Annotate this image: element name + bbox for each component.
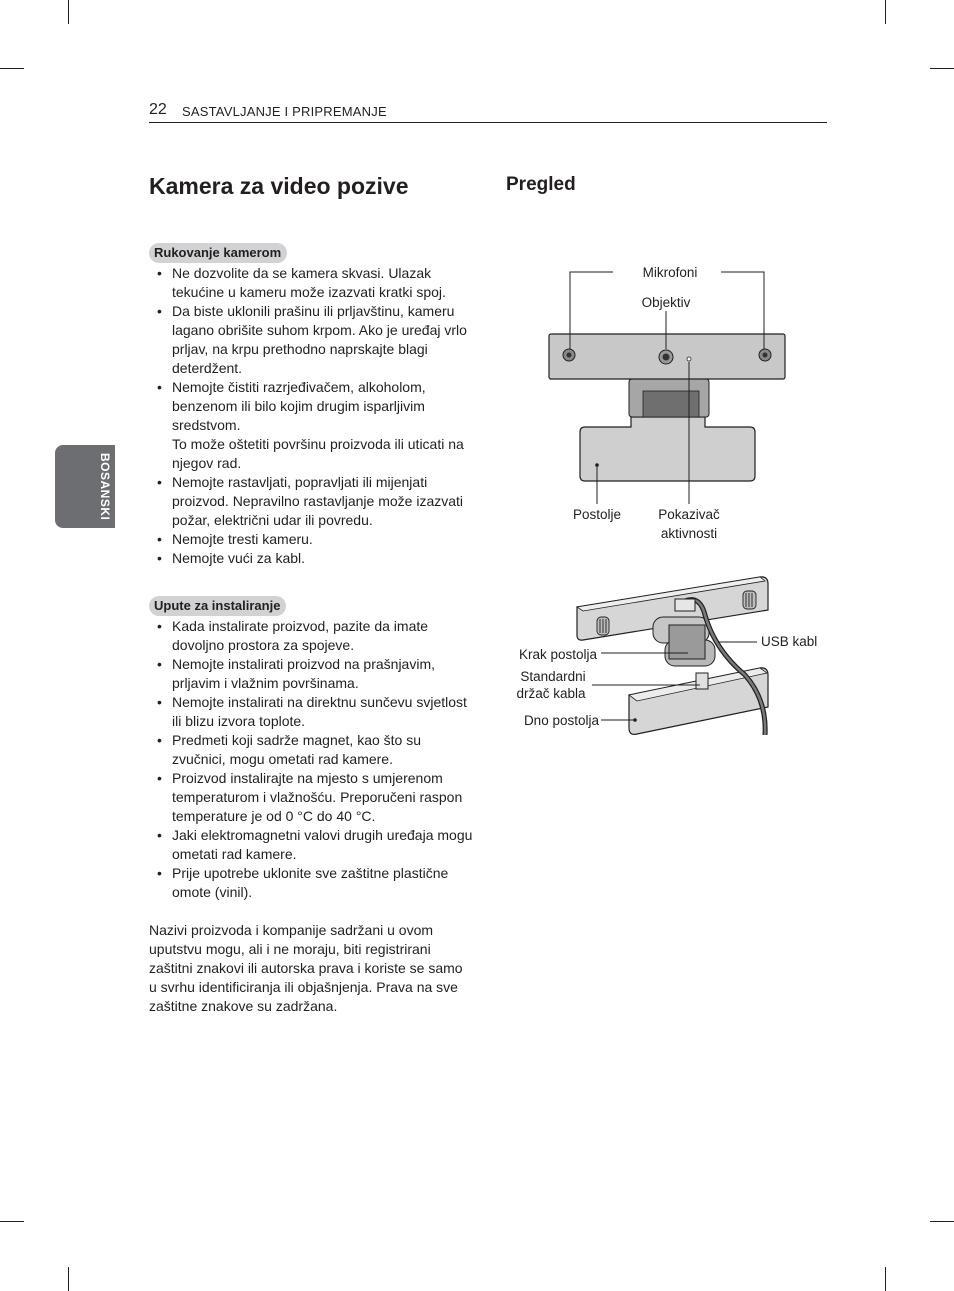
lens-center — [663, 354, 670, 361]
usb-plug — [675, 599, 695, 611]
trademark-disclaimer: Nazivi proizvoda i kompanije sadržani u ovom uputstvu mogu, ali i ne moraju, biti registrirani zaštitni znakovi ili autorska prava i koriste se samo u svrhu identificiranja ili objašnjenja. Prava na sve zaštitne znakove su zadržana. — [149, 922, 463, 1014]
cable-holder — [696, 673, 708, 689]
page-title: Kamera za video pozive — [149, 173, 409, 199]
list-item — [156, 530, 474, 549]
list-item-text: Nemojte čistiti razrjeđivačem, alkoholom, benzenom ili bilo kojim drugim isparljivim sredstvom. — [172, 379, 426, 433]
list-item — [156, 693, 474, 731]
label-holder-line2: držač kabla — [516, 686, 586, 701]
list-item-text: Nemojte tresti kameru. — [172, 531, 313, 547]
list-item — [156, 731, 474, 769]
list-item-note: To može oštetiti površinu proizvoda ili uticati na njegov rad. — [172, 436, 464, 471]
label-stand: Postolje — [572, 507, 622, 522]
label-holder-line1: Standardni — [520, 669, 586, 684]
camera-diagram — [505, 255, 835, 735]
list-item-text: Jaki elektromagnetni valovi drugih uređaja mogu ometati rad kamere. — [172, 827, 473, 862]
camera-rear-view — [516, 577, 817, 735]
list-item — [156, 826, 474, 864]
list-item-text: Nemojte vući za kabl. — [172, 550, 306, 566]
label-microphones: Mikrofoni — [642, 265, 698, 280]
list-item-text: Nemojte instalirati na direktnu sunčevu svjetlost ili blizu izvora toplote. — [172, 694, 467, 729]
list-item-text: Nemojte rastavljati, popravljati ili mijenjati proizvod. Nepravilno rastavljanje može izazvati požar, električni udar ili povredu. — [172, 474, 464, 528]
camera-front-view — [549, 265, 785, 541]
label-stand-base: Dno postolja — [523, 713, 599, 728]
crop-mark — [885, 1267, 886, 1291]
stand-leader-dot — [595, 463, 599, 467]
microphone-left-hole — [567, 353, 572, 358]
install-heading: Upute za instaliranje — [149, 596, 286, 616]
list-item — [156, 473, 474, 530]
language-tab-label: BOSANSKI — [98, 453, 112, 521]
label-indicator-line1: Pokazivač — [658, 507, 720, 522]
list-item — [156, 769, 474, 826]
label-lens: Objektiv — [641, 295, 691, 310]
handling-list — [156, 264, 474, 568]
install-list — [156, 617, 474, 902]
activity-indicator — [687, 357, 691, 361]
list-item — [156, 617, 474, 655]
list-item-text: Da biste uklonili prašinu ili prljavštinu, kameru lagano obrišite suhom krpom. Ako je uređaj vrlo prljav, na krpu prethodno naprskajte blagi deterdžent. — [172, 303, 467, 376]
list-item — [156, 302, 474, 378]
crop-mark — [930, 68, 954, 69]
list-item-text: Predmeti koji sadrže magnet, kao što su zvučnici, mogu ometati rad kamere. — [172, 732, 422, 767]
label-stand-arm: Krak postolja — [518, 647, 597, 662]
crop-mark — [68, 0, 69, 24]
list-item — [156, 864, 474, 902]
microphone-right-hole — [763, 353, 768, 358]
list-item-text: Prije upotrebe uklonite sve zaštitne plastične omote (vinil). — [172, 865, 449, 900]
list-item — [156, 378, 474, 473]
page-header — [149, 100, 827, 123]
stand-shape — [580, 417, 755, 481]
crop-mark — [68, 1267, 69, 1291]
hinge-inner — [643, 391, 699, 417]
crop-mark — [0, 1221, 24, 1222]
label-indicator-line2: aktivnosti — [660, 526, 718, 541]
crop-mark — [885, 0, 886, 24]
crop-mark — [930, 1221, 954, 1222]
handling-heading: Rukovanje kamerom — [149, 243, 287, 263]
base-leader-dot — [633, 718, 637, 722]
list-item — [156, 549, 474, 568]
list-item-text: Proizvod instalirajte na mjesto s umjerenom temperaturom i vlažnošću. Preporučeni raspon temperature je od 0 °C do 40 °C. — [172, 770, 463, 824]
list-item-text: Kada instalirate proizvod, pazite da imate dovoljno prostora za spojeve. — [172, 618, 429, 653]
list-item-text: Ne dozvolite da se kamera skvasi. Ulazak tekućine u kameru može izazvati kratki spoj. — [172, 265, 446, 300]
page-number: 22 — [149, 101, 167, 118]
label-usb-cable: USB kabl — [761, 634, 818, 649]
list-item-text: Nemojte instalirati proizvod na prašnjavim, prljavim i vlažnim površinama. — [172, 656, 435, 691]
overview-title: Pregled — [506, 174, 576, 195]
list-item — [156, 264, 474, 302]
crop-mark — [0, 68, 24, 69]
speaker-grille-left — [597, 617, 609, 635]
section-title: SASTAVLJANJE I PRIPREMANJE — [182, 104, 387, 119]
list-item — [156, 655, 474, 693]
speaker-grille-right — [743, 591, 756, 609]
